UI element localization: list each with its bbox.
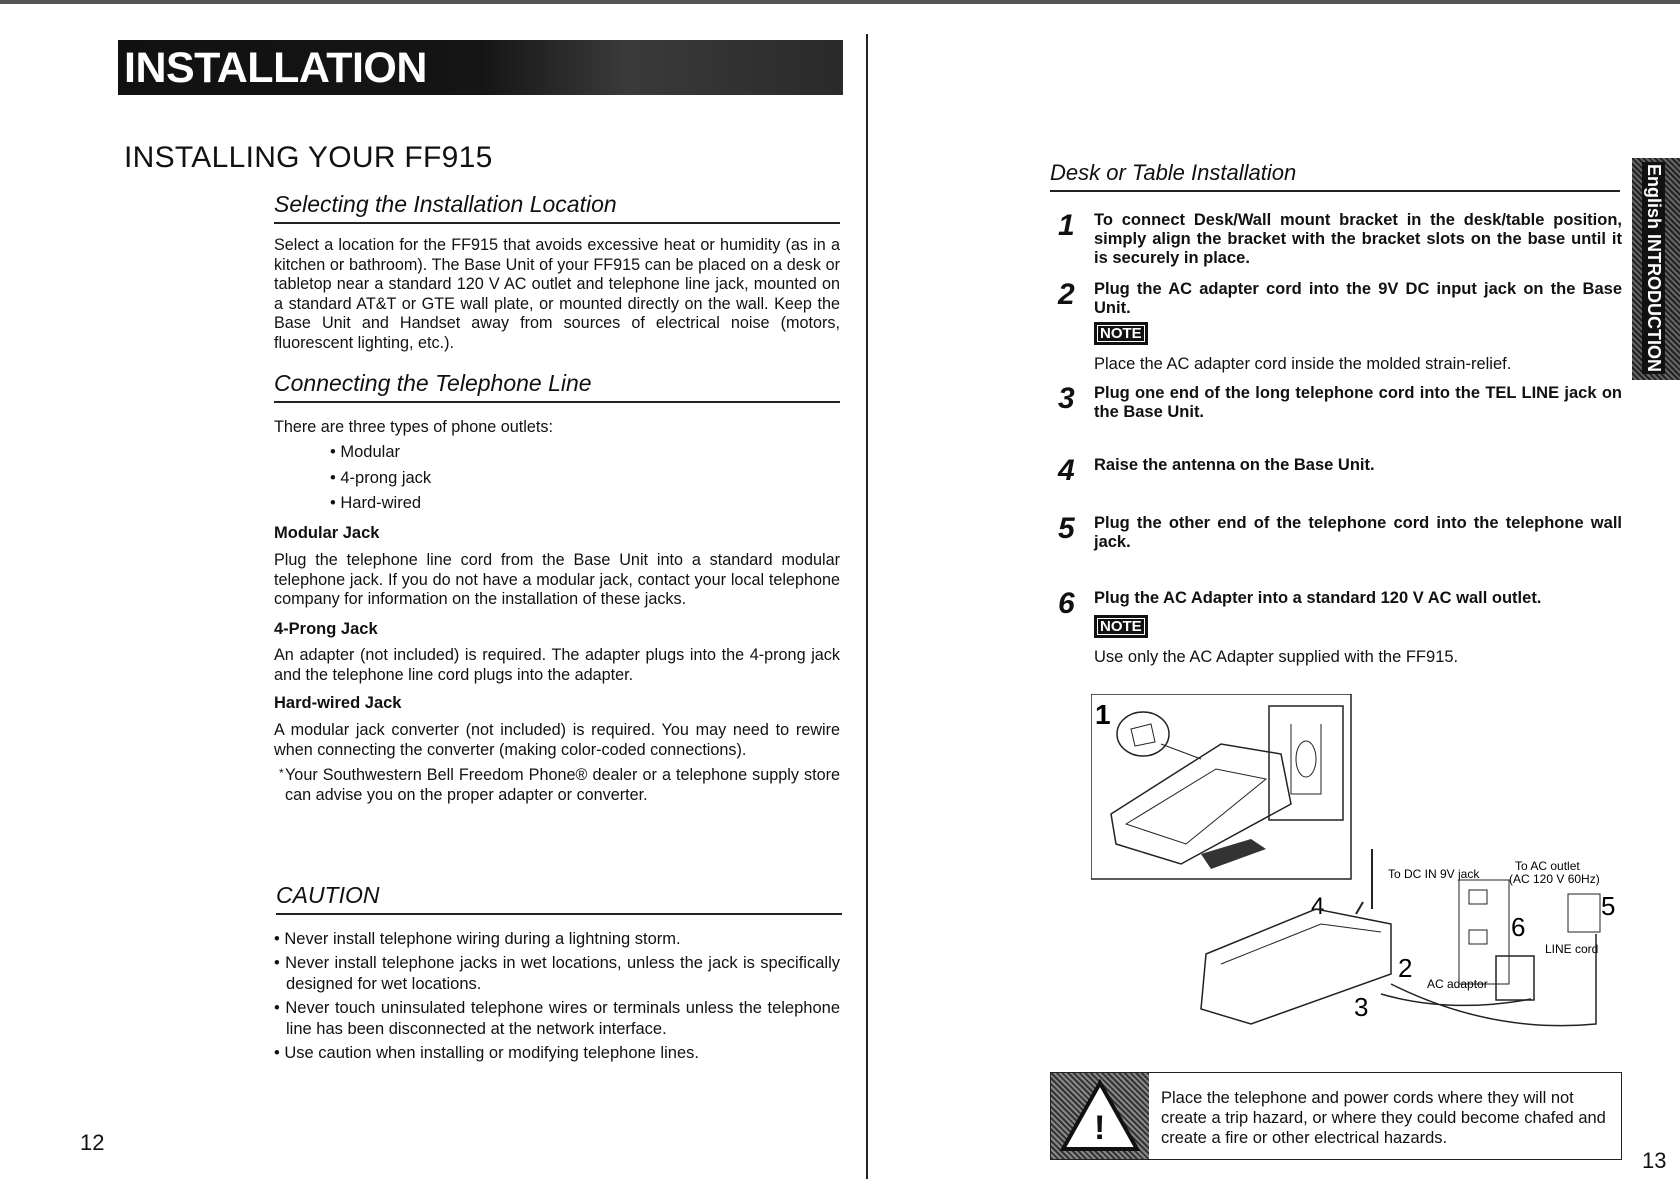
label-to-dc: To DC IN 9V jack: [1388, 867, 1480, 881]
modular-jack-heading: Modular Jack: [274, 524, 380, 542]
callout-3: 3: [1354, 992, 1369, 1022]
step-text: To connect Desk/Wall mount bracket in the desk/table position, simply align the bracket with the bracket slots on the base until it is securely in place.: [1094, 211, 1622, 267]
plug-icon: [1201, 839, 1266, 869]
callout-4: 4: [1311, 893, 1325, 920]
hard-wired-heading: Hard-wired Jack: [274, 694, 402, 712]
bracket-icon: [1131, 724, 1155, 746]
page-number-left: 12: [80, 1130, 105, 1155]
outlet-socket-icon: [1469, 890, 1487, 904]
four-prong-heading: 4-Prong Jack: [274, 620, 378, 638]
step-number: 2: [1058, 278, 1075, 311]
warning-icon-panel: [1051, 1073, 1149, 1159]
installation-banner: [118, 40, 843, 95]
list-item: • Use caution when installing or modifying telephone lines.: [274, 1043, 840, 1064]
step-number: 1: [1058, 209, 1075, 242]
label-to-ac-1: To AC outlet: [1515, 859, 1580, 873]
step-number: 6: [1058, 587, 1075, 620]
page-top-edge: [0, 0, 1680, 4]
installation-diagram: [1091, 694, 1623, 1074]
note-badge-1: [1094, 325, 1148, 343]
callout-1: 1: [1095, 699, 1111, 730]
footnote-marker: *: [279, 766, 284, 780]
page-title: INSTALLING YOUR FF915: [124, 141, 493, 174]
section-heading-location: Selecting the Installation Location: [274, 191, 840, 224]
bracket-detail-icon: [1117, 712, 1169, 756]
list-item: • 4-prong jack: [330, 466, 630, 492]
step-text: Plug the other end of the telephone cord into the telephone wall jack.: [1094, 514, 1622, 551]
detail-pointer: [1161, 744, 1201, 759]
step-text: Plug the AC adapter cord into the 9V DC input jack on the Base Unit.: [1094, 280, 1622, 317]
callout-6: 6: [1511, 912, 1526, 942]
jack-inset-frame: [1269, 706, 1343, 820]
side-tab-label: English INTRODUCTION: [1644, 164, 1664, 372]
caution-list: [274, 929, 840, 1067]
side-tab: [1632, 158, 1680, 380]
outlet-types-list: [330, 440, 630, 517]
caution-heading: CAUTION: [276, 882, 842, 915]
footnote-text: Your Southwestern Bell Freedom Phone® dealer or a telephone supply store can advise you on the proper adapter or converter.: [285, 766, 840, 804]
list-item: • Never install telephone jacks in wet locations, unless the jack is specifically designed for wet locations.: [274, 953, 840, 995]
wall-outlet-icon: [1459, 880, 1509, 984]
page-divider: [866, 34, 868, 1179]
handset-icon: [1221, 924, 1381, 964]
callout-5: 5: [1601, 891, 1616, 921]
list-item: • Hard-wired: [330, 491, 630, 517]
note-label: NOTE: [1094, 322, 1148, 345]
svg-text:!: !: [1094, 1109, 1106, 1147]
warning-triangle-icon: [1051, 1073, 1149, 1159]
section-heading-telephone-line: Connecting the Telephone Line: [274, 370, 840, 403]
warning-text: Place the telephone and power cords where they will not create a trip hazard, or where they could become chafed and create a fire or other electrical hazards.: [1161, 1089, 1606, 1147]
step-number: 4: [1058, 454, 1075, 487]
step-text: Plug one end of the long telephone cord into the TEL LINE jack on the Base Unit.: [1094, 384, 1622, 421]
note-text-1: Place the AC adapter cord inside the molded strain-relief.: [1094, 355, 1512, 373]
step-text: Plug the AC Adapter into a standard 120 V AC wall outlet.: [1094, 589, 1542, 607]
step-number: 3: [1058, 382, 1075, 415]
footnote: [279, 766, 840, 805]
callout-2: 2: [1398, 953, 1413, 983]
location-paragraph: Select a location for the FF915 that avoids excessive heat or humidity (as in a kitchen or bathroom). The Base Unit of your FF915 can be placed on a desk or tabletop near a standard 120 V AC outlet and telephone line jack, mounted on a standard AT&T or GTE wall plate, or mounted directly on the wall. Keep the Base Unit and Handset away from sources of electrical noise (motors, fluorescent lighting, etc.).: [274, 236, 840, 352]
base-cradle-icon: [1126, 769, 1266, 844]
note-badge-2: [1094, 618, 1148, 636]
hard-wired-paragraph: A modular jack converter (not included) is required. You may need to rewire when connecting the converter (making color-coded connections).: [274, 721, 840, 759]
four-prong-paragraph: An adapter (not included) is required. The adapter plugs into the 4-prong jack and the telephone line cord plugs into the adapter.: [274, 646, 840, 684]
list-item: • Never install telephone wiring during a lightning storm.: [274, 929, 840, 950]
note-text-2: Use only the AC Adapter supplied with the FF915.: [1094, 648, 1459, 666]
label-to-ac-2: (AC 120 V 60Hz): [1509, 872, 1600, 886]
note-label: NOTE: [1094, 615, 1148, 638]
label-line-cord: LINE cord: [1545, 942, 1599, 956]
outlet-socket-icon: [1469, 930, 1487, 944]
warning-box: [1050, 1072, 1622, 1160]
modular-jack-paragraph: Plug the telephone line cord from the Base Unit into a standard modular telephone jack. If you do not have a modular jack, contact your local telephone company for information on the installation of these jacks.: [274, 551, 840, 608]
base-unit-icon: [1111, 744, 1291, 864]
banner-title: INSTALLATION: [124, 44, 427, 92]
arrow-icon: [1356, 902, 1363, 914]
ac-adaptor-icon: [1496, 956, 1534, 1000]
phone-jack-icon: [1568, 894, 1600, 932]
jack-clip-icon: [1296, 741, 1316, 777]
step-text: Raise the antenna on the Base Unit.: [1094, 456, 1375, 474]
desk-table-heading: Desk or Table Installation: [1050, 160, 1620, 192]
page-number-right: 13: [1642, 1148, 1667, 1173]
step-number: 5: [1058, 512, 1075, 545]
outlet-intro: There are three types of phone outlets:: [274, 418, 553, 436]
list-item: • Never touch uninsulated telephone wires or terminals unless the telephone line has been disconnected at the network interface.: [274, 998, 840, 1040]
list-item: • Modular: [330, 440, 630, 466]
label-ac-adaptor: AC adaptor: [1427, 977, 1488, 991]
